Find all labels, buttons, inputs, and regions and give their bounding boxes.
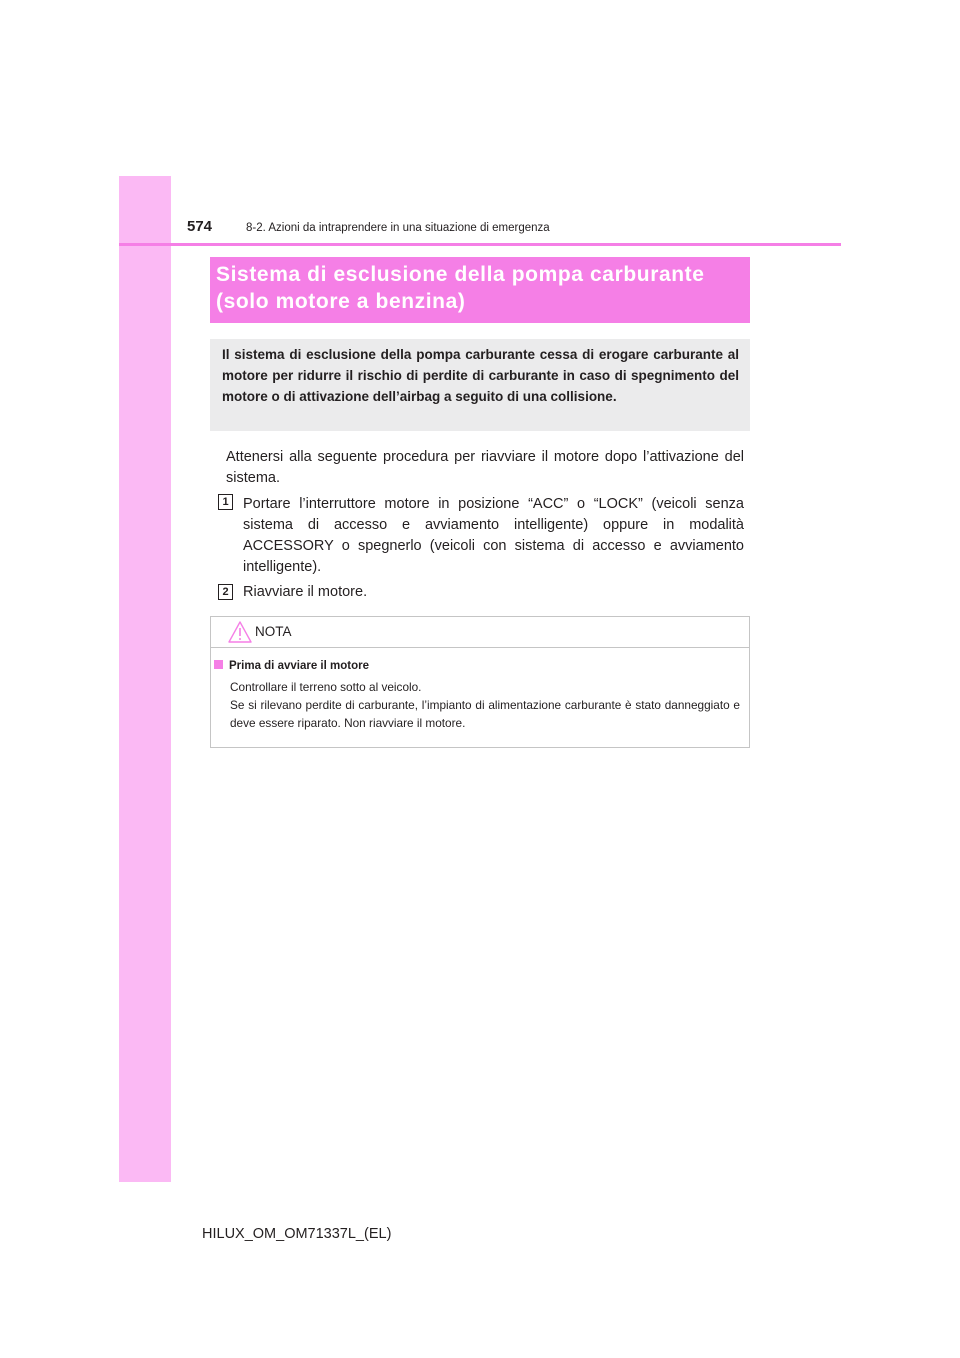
summary-box: Il sistema di esclusione della pompa carburante cessa di erogare carburante al motore per ridurre il rischio di perdite di carburante in caso di spegnimento del motore o di attivazione dell’airbag a seguito di una collisione. bbox=[210, 339, 750, 431]
step-1-text: Portare l’interruttore motore in posizione “ACC” o “LOCK” (veicoli senza sistema di accesso e avviamento intelligente) oppure in modalità ACCESSORY o spegnerlo (veicoli con sistema di accesso e avviamento intelligente). bbox=[243, 496, 744, 575]
notice-box bbox=[210, 616, 750, 748]
notice-line-2: Se si rilevano perdite di carburante, l’impianto di alimentazione carburante è stato danneggiato e deve essere riparato. Non riavviare il motore. bbox=[230, 698, 740, 730]
notice-label: NOTA bbox=[255, 624, 292, 639]
step-2-text: Riavviare il motore. bbox=[243, 584, 368, 600]
notice-subtitle bbox=[214, 660, 369, 672]
intro-paragraph: Attenersi alla seguente procedura per riavviare il motore dopo l’attivazione del sistema. bbox=[226, 449, 744, 486]
page-number: 574 bbox=[187, 218, 213, 235]
header-rule bbox=[119, 243, 841, 246]
heading-line-2: (solo motore a benzina) bbox=[216, 290, 466, 313]
notice-line-1: Controllare il terreno sotto al veicolo. bbox=[230, 680, 422, 694]
notice-header bbox=[211, 617, 749, 648]
heading-box bbox=[210, 257, 750, 323]
step-number-1: 1 bbox=[218, 494, 233, 510]
step-number-2: 2 bbox=[218, 584, 233, 600]
notice-subtitle-text: Prima di avviare il motore bbox=[229, 660, 369, 672]
notice-text bbox=[230, 678, 740, 732]
footer-code: HILUX_OM_OM71337L_(EL) bbox=[202, 1226, 392, 1242]
square-bullet-icon bbox=[214, 660, 223, 669]
side-color-band bbox=[119, 176, 171, 1182]
section-title: 8-2. Azioni da intraprendere in una situazione di emergenza bbox=[246, 222, 550, 234]
heading-line-1: Sistema di esclusione della pompa carburante bbox=[216, 263, 705, 286]
warning-triangle-icon bbox=[227, 620, 253, 644]
